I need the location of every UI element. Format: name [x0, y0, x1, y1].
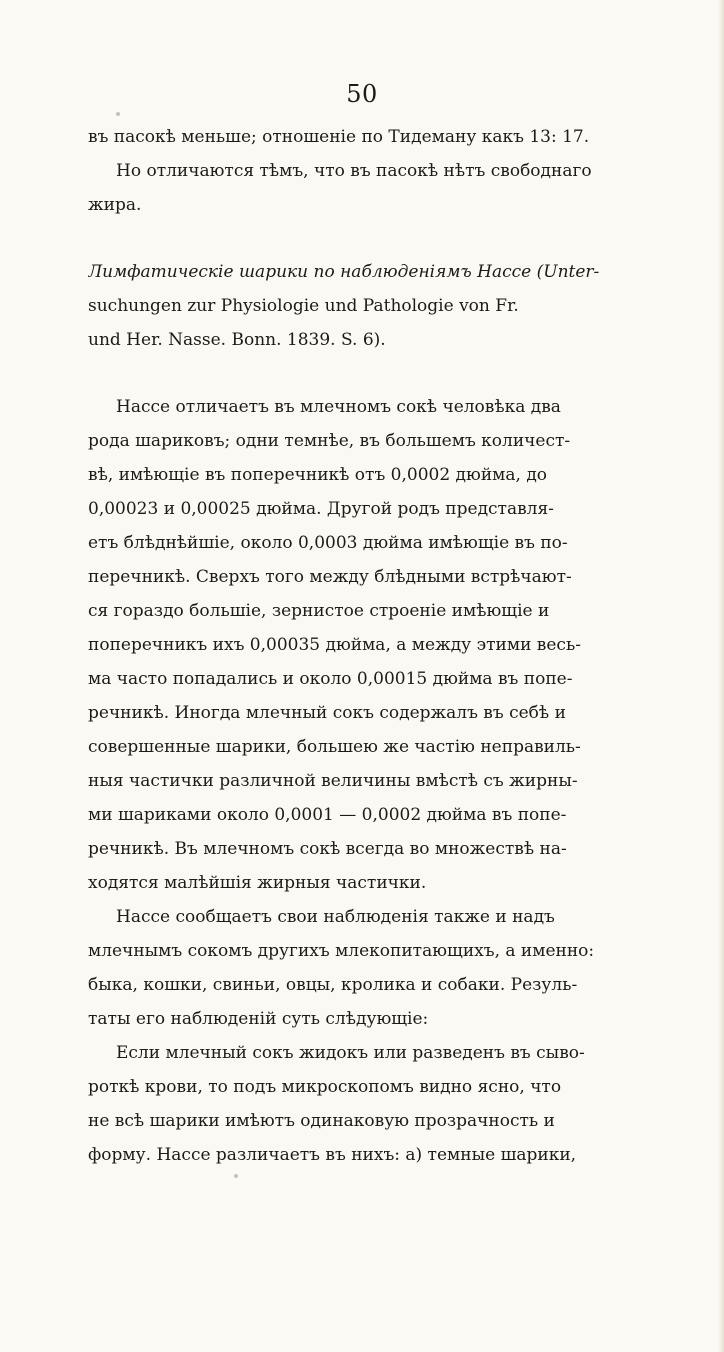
text-line: Нассе сообщаетъ свои наблюденія также и надъ: [116, 907, 555, 927]
paper-speck: [116, 112, 120, 116]
text-line: suchungen zur Physiologie und Pathologie von Fr.: [88, 296, 519, 316]
text-line: перечникѣ. Сверхъ того между блѣдными встрѣчают-: [88, 567, 572, 587]
text-line: не всѣ шарики имѣютъ одинаковую прозрачность и: [88, 1111, 555, 1131]
text-line: рода шариковъ; одни темнѣе, въ большемъ количест-: [88, 431, 571, 451]
text-line: быка, кошки, свиньи, овцы, кролика и собаки. Резуль-: [88, 975, 578, 995]
text-line: Но отличаются тѣмъ, что въ пасокѣ нѣтъ свободнаго: [116, 161, 592, 181]
text-line: вѣ, имѣющіе въ поперечникѣ отъ 0,0002 дюйма, до: [88, 465, 548, 485]
text-line: жира.: [88, 195, 142, 215]
text-line: поперечникъ ихъ 0,00035 дюйма, а между этими весь-: [88, 635, 581, 655]
text-line: речникѣ. Иногда млечный сокъ содержалъ въ себѣ и: [88, 703, 566, 723]
text-line: въ пасокѣ меньше; отношеніе по Тидеману какъ 13: 17.: [88, 127, 590, 147]
text-line: ся гораздо большіе, зернистое строеніе имѣющіе и: [88, 601, 550, 621]
paragraph-nasse-observations: [88, 390, 698, 1172]
text-line: 0,00023 и 0,00025 дюйма. Другой родъ представля-: [88, 499, 554, 519]
text-line: ма часто попадались и около 0,00015 дюйма въ попе-: [88, 669, 573, 689]
text-line: ныя частички различной величины вмѣстѣ съ жирны-: [88, 771, 578, 791]
section-heading-lymph-globules: [88, 255, 698, 357]
text-line: Если млечный сокъ жидокъ или разведенъ въ сыво-: [116, 1043, 585, 1063]
page-edge-shadow: [718, 0, 724, 1352]
text-line: Нассе отличаетъ въ млечномъ сокѣ человѣка два: [116, 397, 561, 417]
text-line: совершенные шарики, большею же частію неправиль-: [88, 737, 581, 757]
text-line: ходятся малѣйшія жирныя частички.: [88, 873, 427, 893]
text-line: форму. Нассе различаетъ въ нихъ: а) темные шарики,: [88, 1145, 577, 1165]
text-line: етъ блѣднѣйшіе, около 0,0003 дюйма имѣющіе въ по-: [88, 533, 568, 553]
text-line: млечнымъ сокомъ другихъ млекопитающихъ, а именно:: [88, 941, 595, 961]
text-line: ми шариками около 0,0001 — 0,0002 дюйма въ попе-: [88, 805, 567, 825]
paragraph-pasoka: [88, 120, 698, 222]
text-line: речникѣ. Въ млечномъ сокѣ всегда во множествѣ на-: [88, 839, 567, 859]
text-line: und Her. Nasse. Bonn. 1839. S. 6).: [88, 330, 386, 350]
text-line: таты его наблюденій суть слѣдующіе:: [88, 1009, 429, 1029]
page-number: 50: [346, 80, 378, 108]
text-line: Лимфатическіе шарики по наблюденіямъ Нассе (Unter-: [88, 262, 600, 282]
text-line: роткѣ крови, то подъ микроскопомъ видно ясно, что: [88, 1077, 562, 1097]
paper-speck: [234, 1174, 238, 1178]
